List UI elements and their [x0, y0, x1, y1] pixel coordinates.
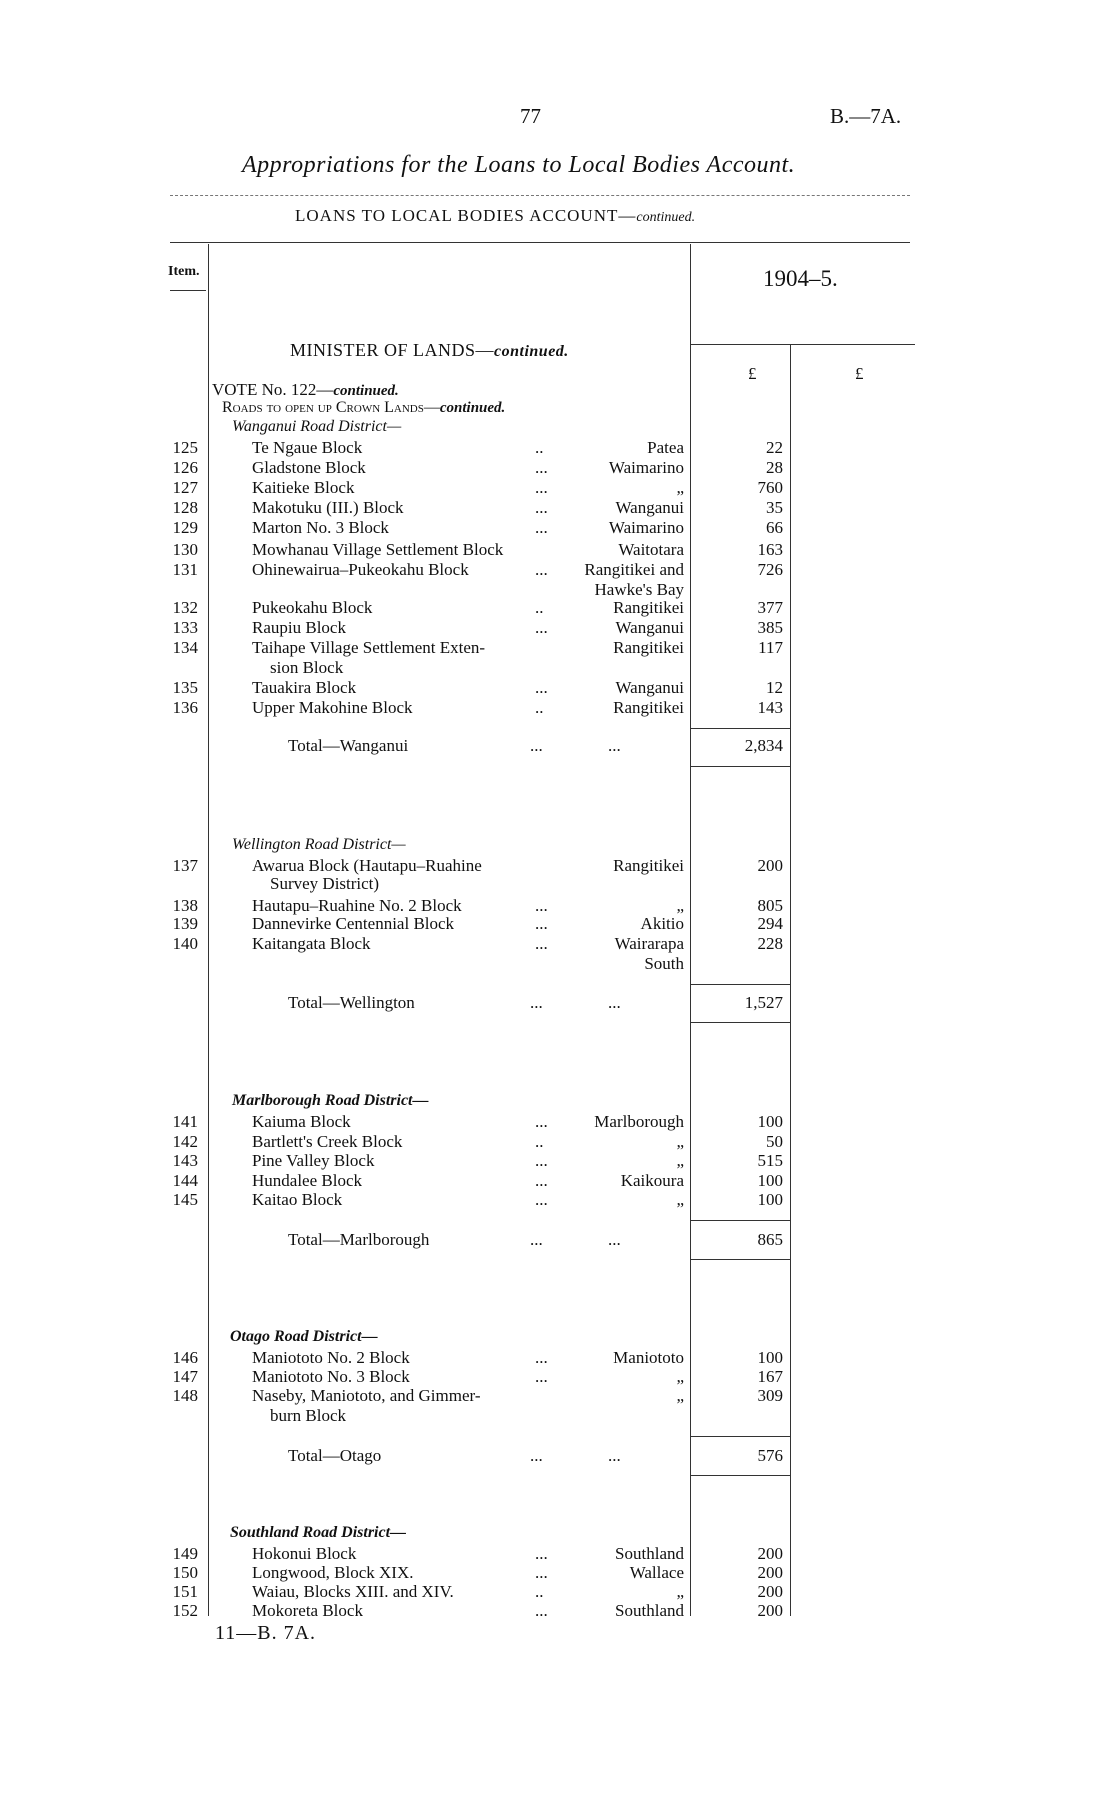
item-number: 128 — [172, 498, 198, 517]
total-amount: 576 — [757, 1446, 783, 1465]
total-dots: ... — [530, 736, 543, 755]
item-number: 129 — [172, 518, 198, 537]
county-name: Rangitikei — [613, 698, 684, 717]
block-name: Waiau, Blocks XIII. and XIV. — [252, 1582, 454, 1601]
leader-dots: ... — [535, 518, 548, 537]
amount-value: 100 — [757, 1112, 783, 1131]
amount-value: 28 — [766, 458, 783, 477]
amount-value: 294 — [757, 914, 783, 933]
total-label: Total—Wanganui — [288, 736, 409, 755]
marlborough-total-row — [0, 1230, 1114, 1250]
vote-heading-cont: continued. — [333, 383, 399, 399]
block-name: Naseby, Maniototo, and Gimmer- — [252, 1386, 481, 1405]
amount-value: 309 — [757, 1386, 783, 1405]
county-name: Rangitikei — [613, 638, 684, 657]
county-name: Wallace — [629, 1563, 684, 1582]
table-row — [0, 934, 1114, 954]
marlborough-total-underline — [690, 1259, 790, 1260]
table-row — [0, 1544, 1114, 1564]
wellington-total-underline — [690, 1022, 790, 1023]
wanganui-total-row — [0, 736, 1114, 756]
block-name: Taihape Village Settlement Exten- — [252, 638, 486, 657]
county-name: Wanganui — [615, 498, 684, 517]
amount-value: 760 — [757, 478, 783, 497]
county-name: Patea — [647, 438, 684, 457]
total-label: Total—Otago — [288, 1446, 382, 1465]
amount-value: 22 — [766, 438, 783, 457]
southland-district-heading: Southland Road District— — [230, 1524, 407, 1541]
item-number: 130 — [172, 540, 198, 559]
table-row — [0, 1112, 1114, 1132]
county-name: „ — [676, 1190, 684, 1209]
minister-heading-main: MINISTER OF LANDS— — [290, 340, 495, 360]
amount-value: 100 — [757, 1190, 783, 1209]
table-row — [0, 598, 1114, 618]
currency-symbol-1: £ — [748, 364, 757, 383]
leader-dots: ... — [535, 1190, 548, 1209]
item-number: 125 — [172, 438, 198, 457]
table-row — [0, 638, 1114, 658]
block-name: Kaitieke Block — [252, 478, 355, 497]
amount-value: 163 — [757, 540, 783, 559]
block-name: Mokoreta Block — [252, 1601, 363, 1620]
otago-total-underline — [690, 1475, 790, 1476]
item-number: 127 — [172, 478, 198, 497]
table-row — [0, 540, 1114, 560]
item-number: 150 — [172, 1563, 198, 1582]
page-number: 77 — [520, 104, 541, 128]
table-row — [0, 1386, 1114, 1406]
minister-heading-cont: continued. — [494, 343, 569, 360]
wanganui-district-heading: Wanganui Road District— — [232, 418, 402, 435]
item-number: 143 — [172, 1151, 198, 1170]
total-dots: ... — [530, 1230, 543, 1249]
block-name: Upper Makohine Block — [252, 698, 413, 717]
item-number: 146 — [172, 1348, 198, 1367]
leader-dots: .. — [535, 1582, 544, 1601]
county-name: „ — [676, 1386, 684, 1405]
amount-value: 200 — [757, 1601, 783, 1620]
amount-value: 100 — [757, 1348, 783, 1367]
item-number: 138 — [172, 896, 198, 915]
table-row — [0, 1563, 1114, 1583]
item-number: 149 — [172, 1544, 198, 1563]
county-name: Wanganui — [615, 678, 684, 697]
vote-heading — [212, 380, 399, 400]
block-name: Pukeokahu Block — [252, 598, 373, 617]
item-number: 144 — [172, 1171, 198, 1190]
block-name: Hokonui Block — [252, 1544, 357, 1563]
leader-dots: .. — [535, 698, 544, 717]
item-number: 134 — [172, 638, 198, 657]
amount-value: 50 — [766, 1132, 783, 1151]
table-row — [0, 896, 1114, 916]
item-number: 126 — [172, 458, 198, 477]
amount-value: 100 — [757, 1171, 783, 1190]
block-name: Kaitao Block — [252, 1190, 343, 1209]
item-column-header: Item. — [168, 264, 200, 279]
leader-dots: ... — [535, 560, 548, 579]
amount-value: 228 — [757, 934, 783, 953]
roads-heading — [222, 399, 505, 417]
county-name: Wairarapa — [614, 934, 684, 953]
block-name: Makotuku (III.) Block — [252, 498, 404, 517]
block-name: Hautapu–Ruahine No. 2 Block — [252, 896, 462, 915]
total-amount: 2,834 — [744, 736, 783, 755]
leader-dots: ... — [535, 1171, 548, 1190]
county-name: Wanganui — [615, 618, 684, 637]
block-name: Gladstone Block — [252, 458, 366, 477]
account-subtitle-main: LOANS TO LOCAL BODIES ACCOUNT— — [295, 206, 637, 225]
leader-dots: .. — [535, 1132, 544, 1151]
item-header-underline — [170, 290, 206, 291]
row-131-district-continuation: Hawke's Bay — [594, 580, 684, 599]
table-row — [0, 560, 1114, 580]
block-name: Hundalee Block — [252, 1171, 362, 1190]
amount-value: 35 — [766, 498, 783, 517]
row-134-name-continuation: sion Block — [270, 658, 344, 677]
leader-dots: ... — [535, 678, 548, 697]
amount-value: 515 — [757, 1151, 783, 1170]
item-number: 136 — [172, 698, 198, 717]
table-row — [0, 518, 1114, 538]
row-140-district-continuation: South — [644, 954, 684, 973]
block-name: Kaitangata Block — [252, 934, 371, 953]
currency-symbol-2: £ — [855, 364, 864, 383]
table-row — [0, 1190, 1114, 1210]
total-amount: 1,527 — [744, 993, 783, 1012]
amount-value: 200 — [757, 856, 783, 875]
amount-value: 377 — [757, 598, 783, 617]
item-number: 139 — [172, 914, 198, 933]
leader-dots: ... — [535, 934, 548, 953]
roads-heading-main: Roads to open up Crown Lands— — [222, 399, 440, 416]
county-name: Rangitikei — [613, 856, 684, 875]
block-name: Dannevirke Centennial Block — [252, 914, 455, 933]
roads-heading-cont: continued. — [439, 400, 506, 416]
county-name: Maniototo — [613, 1348, 684, 1367]
table-row — [0, 438, 1114, 458]
county-name: „ — [676, 1132, 684, 1151]
amount-value: 143 — [757, 698, 783, 717]
leader-dots: ... — [535, 458, 548, 477]
row-137-name-continuation: Survey District) — [270, 874, 380, 893]
item-number: 140 — [172, 934, 198, 953]
total-label: Total—Marlborough — [288, 1230, 430, 1249]
amount-value: 726 — [757, 560, 783, 579]
document-reference: B.—7A. — [830, 104, 902, 128]
item-number: 147 — [172, 1367, 198, 1386]
wellington-total-row — [0, 993, 1114, 1013]
otago-district-heading: Otago Road District— — [230, 1328, 378, 1345]
total-dots: ... — [530, 1446, 543, 1465]
leader-dots: ... — [535, 498, 548, 517]
county-name: Kaikoura — [620, 1171, 684, 1190]
leader-dots: ... — [535, 1544, 548, 1563]
table-row — [0, 498, 1114, 518]
county-name: Akitio — [640, 914, 684, 933]
county-name: „ — [676, 1367, 684, 1386]
table-row — [0, 1601, 1114, 1621]
account-subtitle-cont: continued. — [636, 210, 696, 225]
total-dots: ... — [608, 736, 621, 755]
leader-dots: ... — [535, 618, 548, 637]
amount-value: 200 — [757, 1582, 783, 1601]
leader-dots: ... — [535, 1601, 548, 1620]
table-row — [0, 478, 1114, 498]
table-row — [0, 698, 1114, 718]
wanganui-total-underline — [690, 766, 790, 767]
amount-value: 117 — [758, 638, 783, 657]
table-row — [0, 1367, 1114, 1387]
county-name: Waimarino — [608, 458, 684, 477]
item-number: 141 — [172, 1112, 198, 1131]
total-dots: ... — [530, 993, 543, 1012]
county-name: Rangitikei and — [584, 560, 684, 579]
block-name: Awarua Block (Hautapu–Ruahine — [252, 856, 482, 875]
county-name: Southland — [615, 1544, 684, 1563]
marlborough-total-rule — [690, 1220, 790, 1221]
row-148-name-continuation: burn Block — [270, 1406, 347, 1425]
leader-dots: ... — [535, 914, 548, 933]
year-column-header: 1904–5. — [763, 266, 838, 291]
table-row — [0, 1132, 1114, 1152]
total-amount: 865 — [757, 1230, 783, 1249]
county-name: „ — [676, 1582, 684, 1601]
leader-dots: ... — [535, 1367, 548, 1386]
county-name: Southland — [615, 1601, 684, 1620]
county-name: „ — [676, 896, 684, 915]
item-number: 151 — [172, 1582, 198, 1601]
amount-value: 385 — [757, 618, 783, 637]
year-header-underline — [690, 344, 915, 345]
minister-heading — [290, 340, 569, 361]
item-number: 148 — [172, 1386, 198, 1405]
total-dots: ... — [608, 1446, 621, 1465]
account-subtitle — [295, 206, 695, 226]
leader-dots: .. — [535, 438, 544, 457]
county-name: Waimarino — [608, 518, 684, 537]
table-row — [0, 1582, 1114, 1602]
county-name: Rangitikei — [613, 598, 684, 617]
page-title: Appropriations for the Loans to Local Bodies Account. — [242, 152, 796, 178]
leader-dots: ... — [535, 896, 548, 915]
printer-signature: 11—B. 7A. — [215, 1622, 317, 1644]
amount-value: 66 — [766, 518, 783, 537]
otago-total-row — [0, 1446, 1114, 1466]
wellington-district-heading: Wellington Road District— — [232, 836, 406, 853]
county-name: „ — [676, 1151, 684, 1170]
table-row — [0, 914, 1114, 934]
block-name: Kaiuma Block — [252, 1112, 351, 1131]
table-row — [0, 856, 1114, 876]
leader-dots: .. — [535, 598, 544, 617]
table-row — [0, 1348, 1114, 1368]
total-label: Total—Wellington — [288, 993, 415, 1012]
item-number: 152 — [172, 1601, 198, 1620]
block-name: Maniototo No. 3 Block — [252, 1367, 410, 1386]
total-dots: ... — [608, 1230, 621, 1249]
county-name: „ — [676, 478, 684, 497]
block-name: Ohinewairua–Pukeokahu Block — [252, 560, 469, 579]
item-number: 132 — [172, 598, 198, 617]
item-number: 145 — [172, 1190, 198, 1209]
table-row — [0, 678, 1114, 698]
item-number: 131 — [172, 560, 198, 579]
marlborough-district-heading: Marlborough Road District— — [232, 1092, 429, 1109]
block-name: Longwood, Block XIX. — [252, 1563, 414, 1582]
total-dots: ... — [608, 993, 621, 1012]
block-name: Bartlett's Creek Block — [252, 1132, 403, 1151]
vote-heading-main: VOTE No. 122— — [212, 380, 334, 399]
leader-dots: ... — [535, 478, 548, 497]
otago-total-rule — [690, 1436, 790, 1437]
county-name: Marlborough — [594, 1112, 684, 1131]
amount-value: 200 — [757, 1544, 783, 1563]
amount-value: 805 — [757, 896, 783, 915]
block-name: Maniototo No. 2 Block — [252, 1348, 410, 1367]
table-top-rule — [170, 242, 910, 243]
county-name: Waitotara — [618, 540, 684, 559]
table-row — [0, 458, 1114, 478]
wanganui-total-rule — [690, 728, 790, 729]
wellington-total-rule — [690, 984, 790, 985]
table-row — [0, 1151, 1114, 1171]
block-name: Tauakira Block — [252, 678, 357, 697]
item-number: 142 — [172, 1132, 198, 1151]
leader-dots: ... — [535, 1112, 548, 1131]
block-name: Mowhanau Village Settlement Block — [252, 540, 504, 559]
table-row — [0, 1171, 1114, 1191]
block-name: Marton No. 3 Block — [252, 518, 389, 537]
table-row — [0, 618, 1114, 638]
amount-value: 12 — [766, 678, 783, 697]
item-number: 137 — [172, 856, 198, 875]
block-name: Te Ngaue Block — [252, 438, 363, 457]
leader-dots: ... — [535, 1348, 548, 1367]
title-rule — [170, 195, 910, 196]
block-name: Raupiu Block — [252, 618, 346, 637]
leader-dots: ... — [535, 1563, 548, 1582]
amount-value: 200 — [757, 1563, 783, 1582]
item-number: 133 — [172, 618, 198, 637]
leader-dots: ... — [535, 1151, 548, 1170]
block-name: Pine Valley Block — [252, 1151, 375, 1170]
item-number: 135 — [172, 678, 198, 697]
amount-value: 167 — [757, 1367, 783, 1386]
